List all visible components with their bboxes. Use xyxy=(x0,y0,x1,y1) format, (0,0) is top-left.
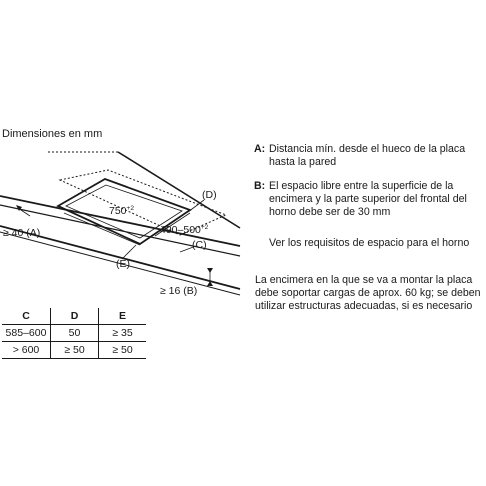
dim-b-arrow-top xyxy=(207,268,213,273)
label-d: (D) xyxy=(202,189,217,201)
table-header-d: D xyxy=(51,308,99,325)
table-row xyxy=(2,325,146,342)
table-cell: ≥ 35 xyxy=(99,325,147,342)
legend-b-text: El espacio libre entre la superficie de la encimera y la parte superior del frontal del horno debe ser de 30 mm xyxy=(269,180,467,218)
dim-490-label: $490-500^{+2}$ xyxy=(160,224,209,236)
legend-a xyxy=(254,143,486,169)
label-b: ≥ 16 (B) xyxy=(160,285,198,297)
label-c: (C) xyxy=(192,239,207,251)
table-row xyxy=(2,342,146,359)
table-cell: 50 xyxy=(51,325,99,342)
dim-e-leader xyxy=(122,245,136,259)
dimension-table xyxy=(2,308,146,359)
legend-b-key: B: xyxy=(254,180,266,192)
table-cell: > 600 xyxy=(2,342,51,359)
dim-750-label: $750^{+2}$ xyxy=(109,205,134,217)
label-a: ≥ 40 (A) xyxy=(3,227,41,239)
table-header-c: C xyxy=(2,308,51,325)
table-cell: 585–600 xyxy=(2,325,51,342)
legend-load-note: La encimera en la que se va a montar la placa debe soportar cargas de aprox. 60 kg; se deben utilizar estructuras adecuadas, si es necesario xyxy=(255,274,481,312)
table-cell: ≥ 50 xyxy=(51,342,99,359)
table-header-row xyxy=(2,308,146,325)
page-heading: Dimensiones en mm xyxy=(2,128,103,140)
legend-b xyxy=(254,180,486,219)
table-header-e: E xyxy=(99,308,147,325)
legend-a-key: A: xyxy=(254,143,266,155)
table-cell: ≥ 50 xyxy=(99,342,147,359)
legend-oven-note: Ver los requisitos de espacio para el horno xyxy=(269,237,470,249)
label-e: (E) xyxy=(116,258,130,270)
legend-a-text: Distancia mín. desde el hueco de la placa hasta la pared xyxy=(269,143,466,168)
